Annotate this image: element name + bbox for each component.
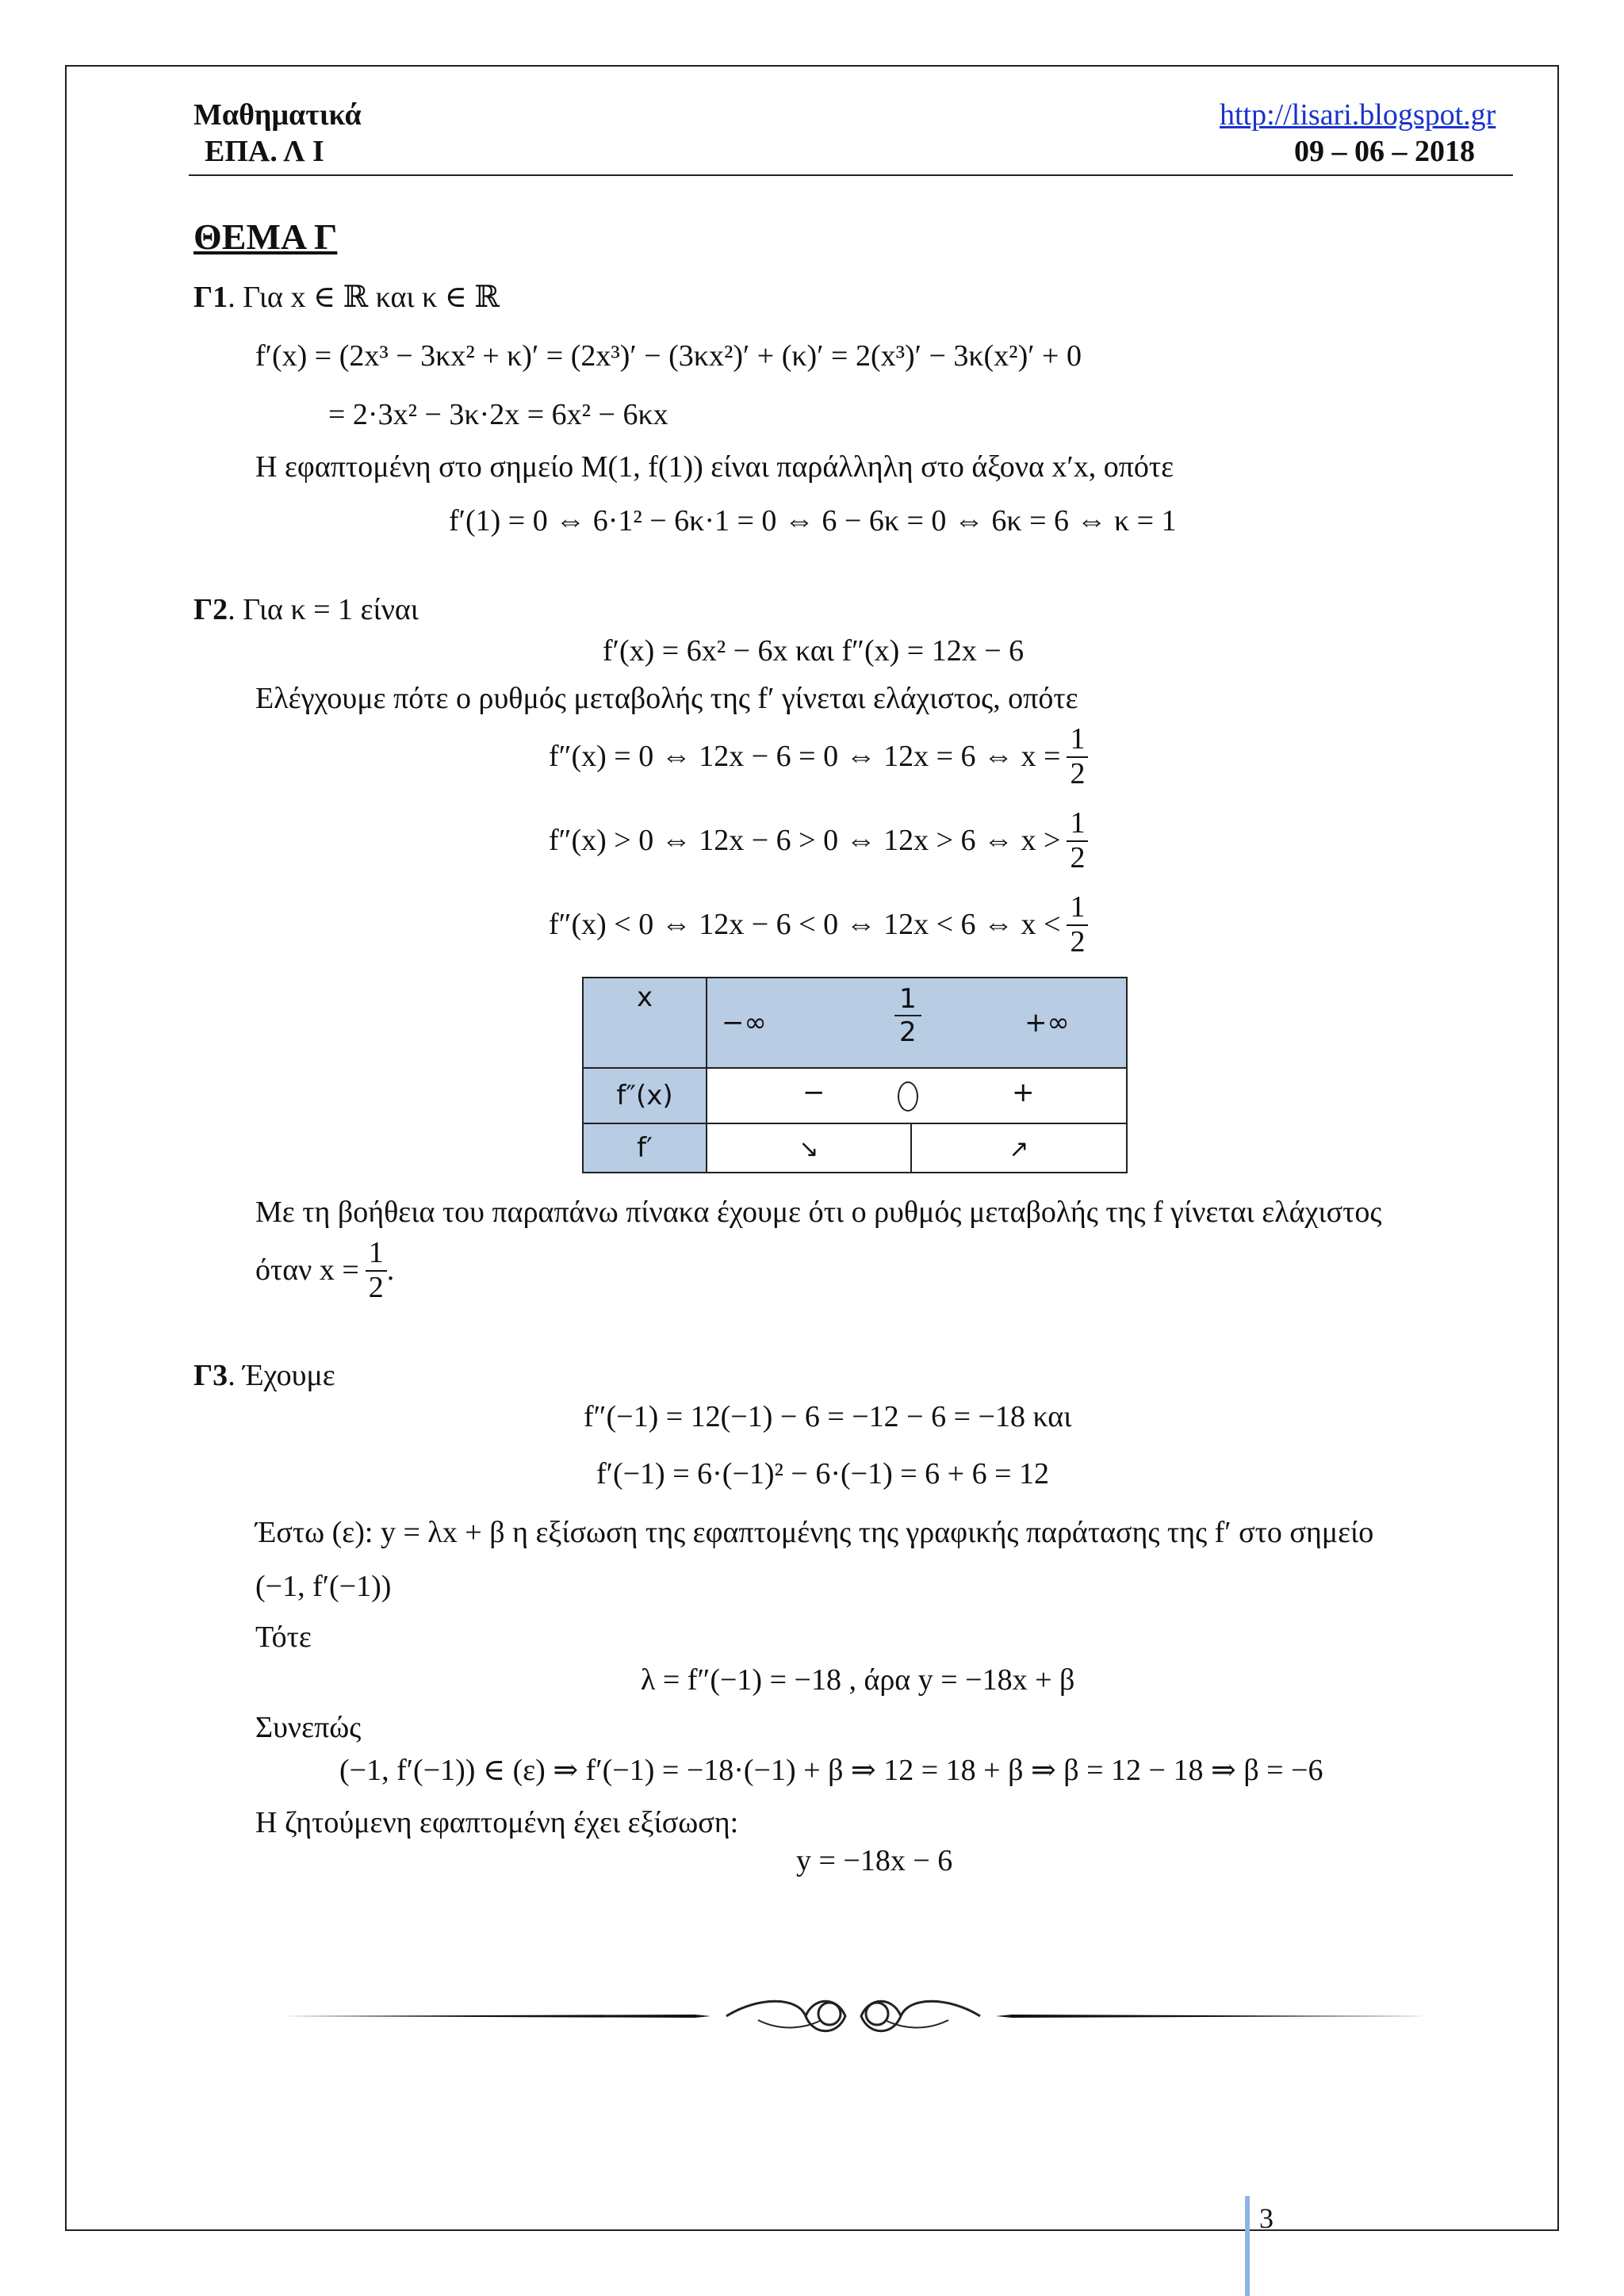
g3-synepos: Συνεπώς [255, 1711, 362, 1744]
fraction-numerator: 1 [1067, 723, 1088, 758]
g1-intro [193, 281, 500, 316]
table-x-values [707, 978, 1127, 1068]
g3-label: Γ3 [193, 1359, 228, 1392]
g1-label: Γ1 [193, 281, 228, 314]
g2-eq-zero [549, 723, 1088, 791]
g1-tangent-text: Η εφαπτομένη στο σημείο M(1, f(1)) είναι παράλληλη στο άξονα x′x, οπότε [255, 450, 1174, 484]
g3-beta-solution: (−1, f′(−1)) ∈ (ε) ⇒ f′(−1) = −18·(−1) + β ⇒ 12 = 18 + β ⇒ β = 12 − 18 ⇒ β = −6 [339, 1754, 1323, 1787]
fraction-denominator: 2 [1070, 924, 1086, 959]
critical-point-fraction [894, 983, 921, 1048]
header-date: 09 – 06 – 2018 [1294, 135, 1475, 168]
header-divider [189, 174, 1513, 176]
g3-first-derivative: f′(−1) = 6·(−1)² − 6·(−1) = 6 + 6 = 12 [596, 1457, 1050, 1490]
down-arrow-icon: ↘ [799, 1135, 819, 1163]
fraction-numerator: 1 [894, 983, 921, 1016]
g1-intro-text: . Για x ∈ ℝ και κ ∈ ℝ [228, 281, 500, 314]
g3-second-derivative: f″(−1) = 12(−1) − 6 = −12 − 6 = −18 και [584, 1400, 1072, 1433]
up-arrow-icon: ↗ [1009, 1135, 1029, 1163]
header-url-link[interactable]: http://lisari.blogspot.gr [1220, 98, 1496, 132]
g2-conclusion-period: . [386, 1253, 395, 1287]
header-subject: Μαθηματικά [193, 98, 362, 132]
fraction-numerator: 1 [366, 1237, 387, 1272]
table-row [583, 1123, 1127, 1173]
g3-intro [193, 1359, 335, 1394]
increasing-cell [911, 1123, 1127, 1173]
table-row [583, 1068, 1127, 1123]
fraction-numerator: 1 [1067, 891, 1088, 926]
g3-intro-text: . Έχουμε [228, 1359, 335, 1392]
g2-intro-text: . Για κ = 1 είναι [228, 593, 419, 626]
page-number: 3 [1259, 2202, 1274, 2234]
g3-answer: y = −18x − 6 [796, 1844, 953, 1877]
fraction-denominator: 2 [1070, 756, 1086, 790]
g2-eq-negative-text: f″(x) < 0 ⇔ 12x − 6 < 0 ⇔ 12x < 6 ⇔ x < [549, 907, 1061, 941]
g2-eq-negative-fraction [1067, 891, 1088, 959]
g3-tote: Τότε [255, 1621, 312, 1654]
page-number-bar [1245, 2196, 1250, 2296]
g2-eq-negative [549, 891, 1088, 959]
fraction-denominator: 2 [368, 1270, 384, 1304]
table-f2-signs [707, 1068, 1127, 1123]
g3-tangent-text: Έστω (ε): y = λx + β η εξίσωση της εφαπτομένης της γραφικής παράτασης της f′ στο σημείο [255, 1516, 1374, 1549]
g2-check-text: Ελέγχουμε πότε ο ρυθμός μεταβολής της f′ γίνεται ελάχιστος, οπότε [255, 682, 1078, 715]
section-title: ΘΕΜΑ Γ [193, 216, 338, 257]
g3-slope: λ = f″(−1) = −18 , άρα y = −18x + β [641, 1663, 1075, 1697]
table-header-x: x [583, 978, 707, 1068]
header-course: ΕΠΑ. Λ Ι [205, 135, 324, 168]
g2-eq-positive-text: f″(x) > 0 ⇔ 12x − 6 > 0 ⇔ 12x > 6 ⇔ x > [549, 823, 1061, 857]
fraction-numerator: 1 [1067, 807, 1088, 842]
g2-conclusion-text: όταν x = [255, 1253, 359, 1287]
g1-derivative-line1: f′(x) = (2x³ − 3κx² + κ)′ = (2x³)′ − (3κx²)′ + (κ)′ = 2(x³)′ − 3κ(x²)′ + 0 [255, 339, 1082, 373]
minus-sign: − [802, 1077, 825, 1108]
g2-eq-zero-fraction [1067, 723, 1088, 791]
g3-equation-text: Η ζητούμενη εφαπτομένη έχει εξίσωση: [255, 1806, 739, 1839]
g2-conclusion-fraction [366, 1237, 387, 1305]
g1-kappa-solution: f′(1) = 0 ⇔ 6·1² − 6κ·1 = 0 ⇔ 6 − 6κ = 0 ⇔ 6κ = 6 ⇔ κ = 1 [449, 504, 1177, 538]
g2-eq-positive-fraction [1067, 807, 1088, 875]
table-header-f2: f″(x) [583, 1068, 707, 1123]
fraction-denominator: 2 [899, 1016, 917, 1048]
g2-conclusion-line1: Με τη βοήθεια του παραπάνω πίνακα έχουμε ότι ο ρυθμός μεταβολής της f γίνεται ελάχιστος [255, 1196, 1382, 1229]
table-header-f1: f′ [583, 1123, 707, 1173]
ornament-divider-icon [282, 1988, 1424, 2044]
decreasing-cell [707, 1123, 911, 1173]
sign-table [582, 977, 1128, 1173]
table-row [583, 978, 1127, 1068]
neg-infinity: −∞ [722, 1007, 767, 1039]
g2-eq-zero-text: f″(x) = 0 ⇔ 12x − 6 = 0 ⇔ 12x = 6 ⇔ x = [549, 739, 1061, 773]
g3-point: (−1, f′(−1)) [255, 1570, 392, 1603]
plus-sign: + [1012, 1077, 1035, 1108]
g2-derivatives: f′(x) = 6x² − 6x και f″(x) = 12x − 6 [603, 634, 1025, 668]
g2-eq-positive [549, 807, 1088, 875]
zero-circle-icon [898, 1081, 918, 1112]
g2-label: Γ2 [193, 593, 228, 626]
g1-derivative-line2: = 2·3x² − 3κ·2x = 6x² − 6κx [328, 398, 668, 431]
fraction-denominator: 2 [1070, 840, 1086, 874]
g2-intro [193, 593, 419, 628]
pos-infinity: +∞ [1025, 1007, 1070, 1039]
g2-conclusion-line2 [255, 1237, 394, 1305]
